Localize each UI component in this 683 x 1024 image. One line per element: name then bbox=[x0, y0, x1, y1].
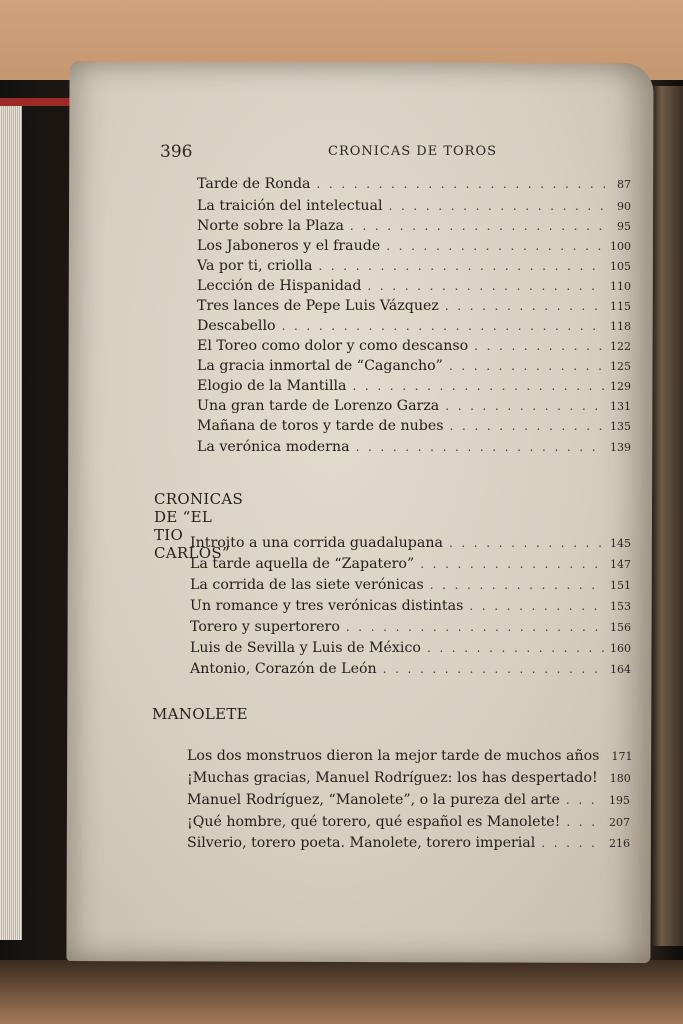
toc-entry bbox=[187, 792, 630, 811]
toc-entry-title: Elogio de la Mantilla bbox=[197, 378, 347, 394]
toc-entry-page: 115 bbox=[610, 300, 631, 313]
section-heading: CRONICAS DE “EL TIO CARLOS” bbox=[154, 490, 244, 562]
toc-entry-page: 171 bbox=[611, 750, 633, 763]
dot-leader bbox=[350, 219, 611, 233]
toc-entry bbox=[187, 835, 630, 854]
dot-leader bbox=[383, 662, 604, 676]
toc-entry-title: La traición del intelectual bbox=[197, 198, 383, 214]
dot-leader bbox=[469, 599, 604, 613]
toc-entry-page: 118 bbox=[610, 320, 631, 333]
toc-entry bbox=[197, 278, 631, 297]
right-page-edge bbox=[652, 86, 683, 946]
toc-entry-title: Un romance y tres verónicas distintas bbox=[190, 598, 464, 614]
toc-entry-page: 105 bbox=[610, 260, 631, 273]
toc-entry-page: 216 bbox=[609, 837, 630, 850]
dot-leader bbox=[282, 319, 604, 333]
toc-entry-page: 110 bbox=[610, 280, 631, 293]
toc-entry-page: 147 bbox=[610, 558, 631, 571]
toc-entry-page: 125 bbox=[610, 360, 631, 373]
toc-entry-page: 180 bbox=[609, 772, 631, 785]
dot-leader bbox=[346, 620, 604, 634]
toc-entry bbox=[197, 439, 631, 458]
toc-entry-title: Introito a una corrida guadalupana bbox=[190, 535, 443, 551]
toc-entry-title: Tarde de Ronda bbox=[197, 176, 311, 192]
dot-leader bbox=[566, 815, 603, 829]
toc-entry bbox=[197, 176, 631, 195]
toc-entry-page: 160 bbox=[610, 642, 631, 655]
toc-entry-title: Luis de Sevilla y Luis de México bbox=[190, 640, 421, 656]
toc-entry-title: El Toreo como dolor y como descanso bbox=[197, 338, 469, 354]
dot-leader bbox=[449, 536, 604, 550]
dot-leader bbox=[318, 259, 604, 273]
running-head: CRONICAS DE TOROS bbox=[328, 144, 498, 159]
toc-entry bbox=[197, 318, 631, 337]
dot-leader bbox=[445, 299, 604, 313]
toc-entry-page: 129 bbox=[610, 380, 631, 393]
toc-entry-title: Lección de Hispanidad bbox=[197, 278, 362, 294]
toc-entry-title: Manuel Rodríguez, “Manolete”, o la pureza del arte bbox=[187, 792, 560, 808]
dot-leader bbox=[430, 578, 604, 592]
toc-entry bbox=[190, 556, 631, 575]
toc-entry-title: Norte sobre la Plaza bbox=[197, 218, 344, 234]
toc-entry-page: 195 bbox=[609, 794, 630, 807]
dot-leader bbox=[367, 279, 604, 293]
toc-entry-page: 122 bbox=[610, 340, 631, 353]
toc-entry-page: 156 bbox=[610, 621, 631, 634]
toc-entry-title: Antonio, Corazón de León bbox=[190, 661, 377, 677]
toc-entry bbox=[190, 661, 631, 680]
dot-leader bbox=[386, 239, 604, 253]
toc-entry-title: Descabello bbox=[197, 318, 276, 334]
toc-entry-page: 164 bbox=[610, 663, 631, 676]
toc-entry bbox=[197, 338, 631, 357]
section-heading: MANOLETE bbox=[152, 705, 248, 723]
page-number: 396 bbox=[160, 142, 193, 162]
dot-leader bbox=[445, 399, 604, 413]
toc-entry-title: Torero y supertorero bbox=[190, 619, 340, 635]
toc-entry-title: La tarde aquella de “Zapatero” bbox=[190, 556, 415, 572]
toc-entry bbox=[197, 378, 631, 397]
toc-entry-title: Los Jaboneros y el fraude bbox=[197, 238, 381, 254]
toc-entry bbox=[197, 418, 631, 437]
toc-entry bbox=[197, 298, 631, 317]
toc-entry-title: La corrida de las siete verónicas bbox=[190, 577, 424, 593]
dot-leader bbox=[356, 440, 604, 454]
toc-entry bbox=[197, 258, 631, 277]
dot-leader bbox=[450, 419, 604, 433]
red-page-edge bbox=[0, 98, 70, 106]
toc-entry-page: 90 bbox=[617, 200, 631, 213]
toc-entry-page: 153 bbox=[610, 600, 631, 613]
toc-entry bbox=[190, 535, 631, 554]
toc-entry-title: Mañana de toros y tarde de nubes bbox=[197, 418, 444, 434]
toc-entry bbox=[190, 619, 631, 638]
toc-entry bbox=[187, 748, 633, 767]
toc-entry-page: 135 bbox=[610, 420, 631, 433]
toc-entry-page: 87 bbox=[617, 178, 631, 191]
dot-leader bbox=[389, 199, 611, 213]
toc-entry-title: ¡Qué hombre, qué torero, qué español es Manolete! bbox=[187, 814, 561, 830]
dot-leader bbox=[449, 359, 604, 373]
toc-entry-page: 207 bbox=[609, 816, 630, 829]
toc-entry-page: 151 bbox=[610, 579, 631, 592]
toc-entry-page: 100 bbox=[610, 240, 631, 253]
dot-leader bbox=[427, 641, 604, 655]
dot-leader bbox=[316, 177, 611, 191]
toc-entry bbox=[197, 398, 631, 417]
toc-entry-title: Silverio, torero poeta. Manolete, torero imperial bbox=[187, 835, 536, 851]
dot-leader bbox=[566, 793, 603, 807]
dot-leader bbox=[353, 379, 605, 393]
toc-entry bbox=[197, 198, 631, 217]
toc-entry bbox=[187, 770, 630, 789]
toc-entry bbox=[190, 577, 631, 596]
toc-entry-title: Va por ti, criolla bbox=[197, 258, 313, 274]
toc-entry bbox=[190, 598, 631, 617]
toc-entry-page: 145 bbox=[610, 537, 631, 550]
dot-leader bbox=[420, 557, 604, 571]
toc-entry bbox=[187, 814, 630, 833]
toc-entry-title: ¡Muchas gracias, Manuel Rodríguez: los has despertado! bbox=[187, 770, 598, 786]
dot-leader bbox=[474, 339, 604, 353]
toc-entry-page: 131 bbox=[610, 400, 631, 413]
toc-entry-title: Una gran tarde de Lorenzo Garza bbox=[197, 398, 440, 414]
toc-entry bbox=[197, 218, 631, 237]
toc-entry bbox=[197, 238, 631, 257]
toc-entry-page: 139 bbox=[610, 441, 631, 454]
toc-entry-page: 95 bbox=[617, 220, 631, 233]
toc-entry-title: La gracia inmortal de “Cagancho” bbox=[197, 358, 443, 374]
toc-entry-title: Tres lances de Pepe Luis Vázquez bbox=[197, 298, 439, 314]
page-stack bbox=[0, 100, 22, 940]
dot-leader bbox=[541, 836, 603, 850]
toc-entry bbox=[190, 640, 631, 659]
toc-entry bbox=[197, 358, 631, 377]
toc-entry-title: La verónica moderna bbox=[197, 439, 350, 455]
toc-entry-title: Los dos monstruos dieron la mejor tarde de muchos años bbox=[187, 748, 600, 764]
